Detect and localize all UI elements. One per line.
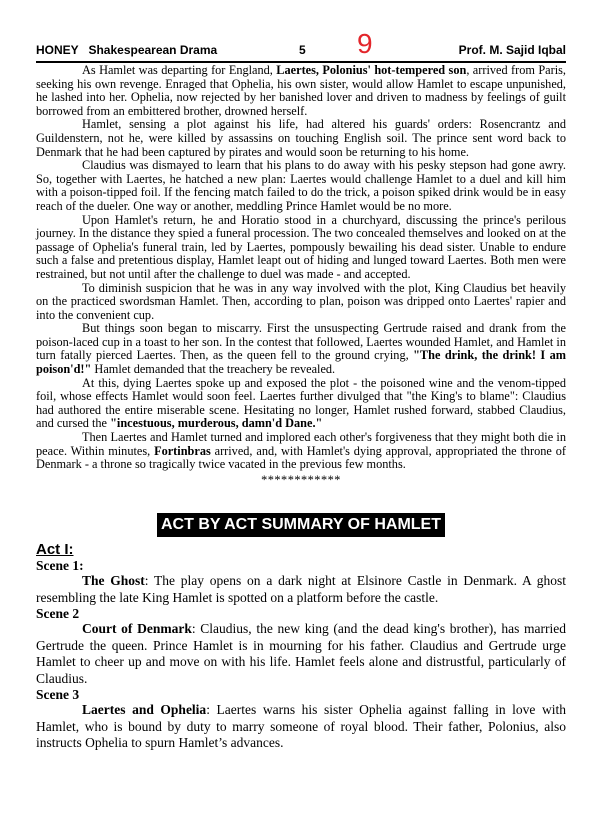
scene-1-label: Scene 1:: [36, 558, 84, 574]
summary-paragraph-6: [36, 322, 566, 376]
p7-text-1: At this, dying Laertes spoke up and exposed the plot - the poisoned wine and the venom-tipped foil, whose effects Hamlet would soon feel. Laertes further divulged that "the King's to blame": Claudius had authored the entire miserable scene. Hesitating no longer, Hamlet rushed forward, stabbed Claudius, and cursed the: [36, 375, 566, 431]
scene-3-lead: Laertes and Ophelia: [82, 702, 207, 718]
scene-3-body: : Laertes warns his sister Ophelia against falling in love with Hamlet, who is bound by duty to marry someone of royal blood. Their father, Polonius, also instructs Ophelia to spurn Hamlet’s advances.: [36, 702, 566, 751]
header-title: HONEY Shakespearean Drama: [36, 43, 218, 57]
summary-paragraph-1: [36, 64, 566, 118]
section-banner: ACT BY ACT SUMMARY OF HAMLET: [157, 513, 445, 537]
p6-text-1: But things soon began to miscarry. First the unsuspecting Gertrude raised and drank from the poison-laced cup in a toast to her son. In the contest that followed, Laertes wounded Hamlet, and Hamlet in turn fatally pierced Laertes. Then, as the queen fell to the ground crying,: [36, 321, 566, 363]
page-body: [36, 64, 566, 752]
scene-2-label: Scene 2: [36, 606, 80, 622]
p1-bold-1: Laertes, Polonius' hot-tempered son: [276, 63, 467, 77]
p8-bold-1: Fortinbras: [154, 443, 211, 458]
act-title: Act I:: [36, 541, 74, 559]
section-separator: ************: [261, 472, 341, 487]
p1-text-1: As Hamlet was departing for England,: [82, 63, 277, 77]
scene-1-lead: The Ghost: [82, 573, 145, 589]
page-header: [36, 30, 566, 60]
scene-2-text: [36, 621, 566, 687]
header-page-number: 5: [299, 43, 306, 57]
p6-bold-1: "The drink, the drink! I am poison'd!": [36, 348, 566, 377]
p1-text-2: , arrived from Paris, seeking his own revenge. Enraged that Ophelia, his own sister, would allow Hamlet to escape unpunished, he lashed into her. Ophelia, now rejected by her banished lover and driven to madness by feelings of guilt borrowed from an embittered brother, drowned herself.: [36, 63, 567, 118]
scene-3-label: Scene 3: [36, 687, 80, 703]
banner-wrap: [36, 513, 566, 537]
summary-paragraph-7: [36, 377, 566, 431]
summary-paragraph-2: Hamlet, sensing a plot against his life, had altered his guards' orders: Rosencrantz and Guildenstern, not he, were killed by assassins on touching English soil. The prince sent word back to Denmark that he had been captured by pirates and would soon be returning to his home.: [36, 117, 566, 159]
p7-bold-1: "incestuous, murderous, damn'd Dane.": [110, 416, 323, 431]
header-author: Prof. M. Sajid Iqbal: [458, 43, 566, 57]
p8-text-2: arrived, and, with Hamlet's dying approval, appropriated the throne of Denmark - a throne so tragically twice vacated in the previous few months.: [36, 443, 566, 472]
scene-1-text: [36, 573, 566, 606]
summary-paragraph-8: [36, 431, 566, 472]
scene-3-text: [36, 702, 566, 752]
scene-2-body: : Claudius, the new king (and the dead king's brother), has married Gertrude the queen. Prince Hamlet is in mourning for his father. Claudius and Gertrude urge Hamlet to cheer up and move on with his life. Hamlet feels alone and distrustful, particularly of Claudius.: [36, 621, 566, 686]
header-handwritten-number: 9: [357, 28, 373, 59]
summary-paragraph-4: Upon Hamlet's return, he and Horatio stood in a churchyard, discussing the prince's perilous journey. In the distance they spied a funeral procession. The two concealed themselves and looked on at the passage of Ophelia's funeral train, led by Laertes, pompously bewailing his dead sister. Unable to endure such a false and pretentious display, Hamlet leapt out of hiding and lunged toward Laertes. Both men were restrained, but not until after the challenge to duel was made - and accepted.: [36, 212, 566, 281]
summary-paragraph-5: To diminish suspicion that he was in any way involved with the plot, King Claudius bet heavily on the practiced swordsman Hamlet. Then, according to plan, poison was dripped onto Laertes' rapier and into the convenient cup.: [36, 280, 566, 322]
scene-2-lead: Court of Denmark: [82, 621, 192, 637]
scene-1-body: : The play opens on a dark night at Elsinore Castle in Denmark. A ghost resembling the late King Hamlet is spotted on a platform before the castle.: [36, 573, 567, 605]
summary-paragraph-3: Claudius was dismayed to learn that his plans to do away with his pesky stepson had gone awry. So, together with Laertes, he hatched a new plan: Laertes would challenge Hamlet to a duel and kill him with a poison-tipped foil. If the fencing match failed to do the trick, a poison spiked drink would be in easy reach of the dueler. One way or another, meddling Prince Hamlet would be no more.: [36, 158, 566, 213]
p6-text-2: Hamlet demanded that the treachery be revealed.: [91, 362, 336, 377]
act-summary: [36, 541, 566, 752]
p8-text-1: Then Laertes and Hamlet turned and implored each other's forgiveness that they might both die in peace. Within minutes,: [36, 430, 566, 458]
